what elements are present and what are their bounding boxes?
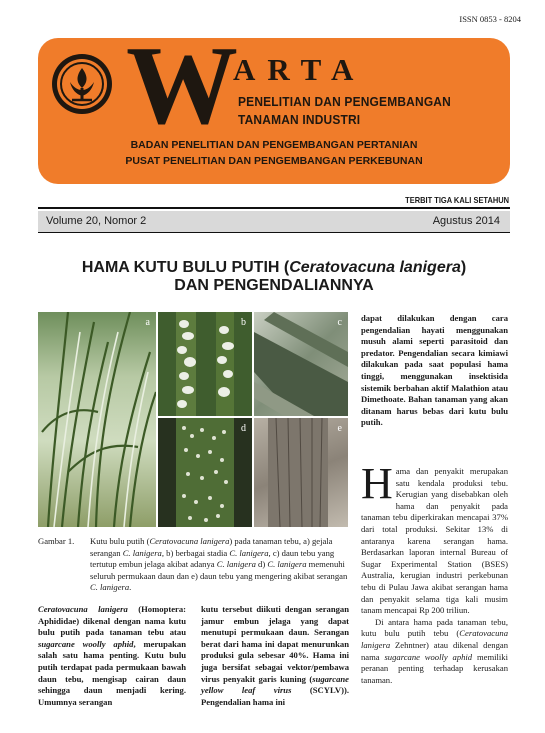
body-paragraph-2 (361, 617, 508, 687)
abstract-column-1 (38, 604, 186, 708)
infested-leaf-surface-image (158, 418, 252, 527)
abstract-column-3: dapat dilakukan dengan cara pengendalian hayati menggunakan musuh alami seperti parasitoid dan predator. Pengendalian secara kimiawi dilakukan pada saat populasi hama tinggi, menggunakan insektisida sistemik berbahan aktif Malathion atau Dimethoate. Bahan tanaman yang akan ditanam harus bebas dari kutu bulu putih. (361, 313, 508, 428)
caption-species: C. lanigera (267, 559, 307, 570)
figure-caption-text (90, 536, 352, 594)
header-rule (38, 207, 510, 209)
publisher-line1: BADAN PENELITIAN DAN PENGEMBANGAN PERTANIAN (130, 139, 418, 151)
masthead-subtitle-line1: PENELITIAN DAN PENGEMBANGAN (238, 94, 451, 109)
masthead-big-letter: W (126, 38, 234, 148)
photo-label-a: a (145, 317, 150, 328)
photo-c (254, 312, 348, 416)
caption-species: C. lanigera (90, 582, 130, 593)
photo-d (158, 418, 252, 527)
abstract-virus-name: sugarcane yellow leaf virus (201, 673, 349, 696)
body-text: Di antara hama pada tanaman tebu, kutu bulu putih tebu ( (361, 616, 508, 639)
body-paragraph-1 (361, 459, 508, 617)
figure-photo-grid (38, 312, 348, 527)
abstract-text: , merupakan salah satu hama penting. Kutu bulu putih terdapat pada permukaan bawah daun tebu, mengisap cairan daun sehingga daun menjadi kering. Umumnya serangan (38, 638, 186, 707)
body-column (361, 459, 508, 686)
photo-label-b: b (241, 317, 246, 328)
figure-number: Gambar 1. (38, 536, 75, 546)
caption-species: C. lanigera (229, 547, 269, 558)
title-suffix: ) (460, 259, 467, 276)
caption-text: d) (255, 559, 268, 570)
abstract-text: kutu tersebut diikuti dengan serangan jamur embun jelaga yang dapat menutupi permukaan daun. Serangan berat dari hama ini dapat menurunkan produksi gula sebesar 40%. Hama ini juga bersifat sebagai vektor/pembawa virus penyakit garis kuning ( (201, 604, 349, 684)
body-text: ama dan penyakit merupakan satu kendala produksi tebu. Kerugian yang disebabkan oleh hama dan penyakit pada tanaman tebu diperkirakan mencapai 37% dari total produksi. Sekitar 13% di antaranya karena serangan hama. Berdasarkan laporan internal Bureau of Sugar Experimental Station (BSES) Australia, kerugian industri perkebunan tebu di Pulau Jawa akibat serangan hama dan penyakit selama tiga kali musim tanam mencapai Rp 200 triliun. (361, 466, 508, 616)
photo-b (158, 312, 252, 416)
photo-label-d: d (241, 423, 246, 434)
journal-banner (38, 38, 510, 184)
abstract-species: Ceratovacuna lanigera (38, 604, 128, 614)
photo-a (38, 312, 156, 527)
masthead-subtitle-line2: TANAMAN INDUSTRI (238, 112, 361, 127)
body-text: Zehntner) atau dikenal dengan nama (361, 639, 508, 662)
title-prefix: HAMA KUTU BULU PUTIH ( (81, 259, 290, 276)
masthead-title: ARTA (233, 52, 366, 87)
issn-number: ISSN 0853 - 8204 (459, 14, 521, 24)
article-title-line1 (38, 259, 510, 277)
abstract-text: (Homoptera: Aphididae) dikenal dengan nama kutu bulu putih pada tanaman tebu atau (38, 604, 186, 638)
caption-text: ) pada tanaman tebu, a) gejala serangan (90, 536, 333, 558)
photo-e (254, 418, 348, 527)
abstract-common-name: sugarcane woolly aphid (38, 638, 134, 649)
volume-bar (38, 211, 510, 233)
caption-text: memenuhi seluruh permukaan daun dan e) daun tebu yang mengering akibat serangan (90, 559, 348, 581)
drop-cap: H (361, 459, 393, 508)
abstract-column-2 (201, 604, 349, 708)
caption-text: . (129, 582, 132, 593)
dried-leaf-image (254, 418, 348, 527)
issue-date: Agustus 2014 (432, 215, 500, 227)
sugarcane-field-image (38, 312, 156, 527)
publisher-line2: PUSAT PENELITIAN DAN PENGEMBANGAN PERKEBUNAN (125, 155, 423, 167)
publication-frequency: TERBIT TIGA KALI SETAHUN (405, 195, 509, 205)
body-text: memiliki peranan penting terhadap kerusakan tanaman. (361, 651, 508, 685)
caption-text: , b) berbagai stadia (161, 547, 230, 558)
caption-species: C. lanigera (216, 559, 256, 570)
caption-species: Ceratovacuna lanigera (149, 536, 230, 546)
ministry-logo-icon (50, 52, 114, 116)
aphid-stages-image (158, 312, 252, 416)
photo-label-c: c (337, 317, 342, 328)
photo-label-e: e (337, 423, 342, 434)
caption-text: Kutu bulu putih ( (90, 536, 150, 546)
sooty-mold-leaf-image (254, 312, 348, 416)
body-species: Ceratovacuna lanigera (361, 628, 508, 650)
article-title-line2: DAN PENGENDALIANNYA (174, 277, 374, 294)
body-common-name: sugarcane woolly aphid (384, 651, 473, 662)
caption-species: C. lanigera (122, 547, 162, 558)
volume-number: Volume 20, Nomor 2 (46, 215, 147, 227)
abstract-text: (SCYLV)). Pengendalian hama ini (201, 685, 349, 707)
title-species: Ceratovacuna lanigera (289, 259, 461, 276)
caption-text: , c) daun tebu yang tertutup embun jelaga akibat adanya (90, 547, 335, 570)
